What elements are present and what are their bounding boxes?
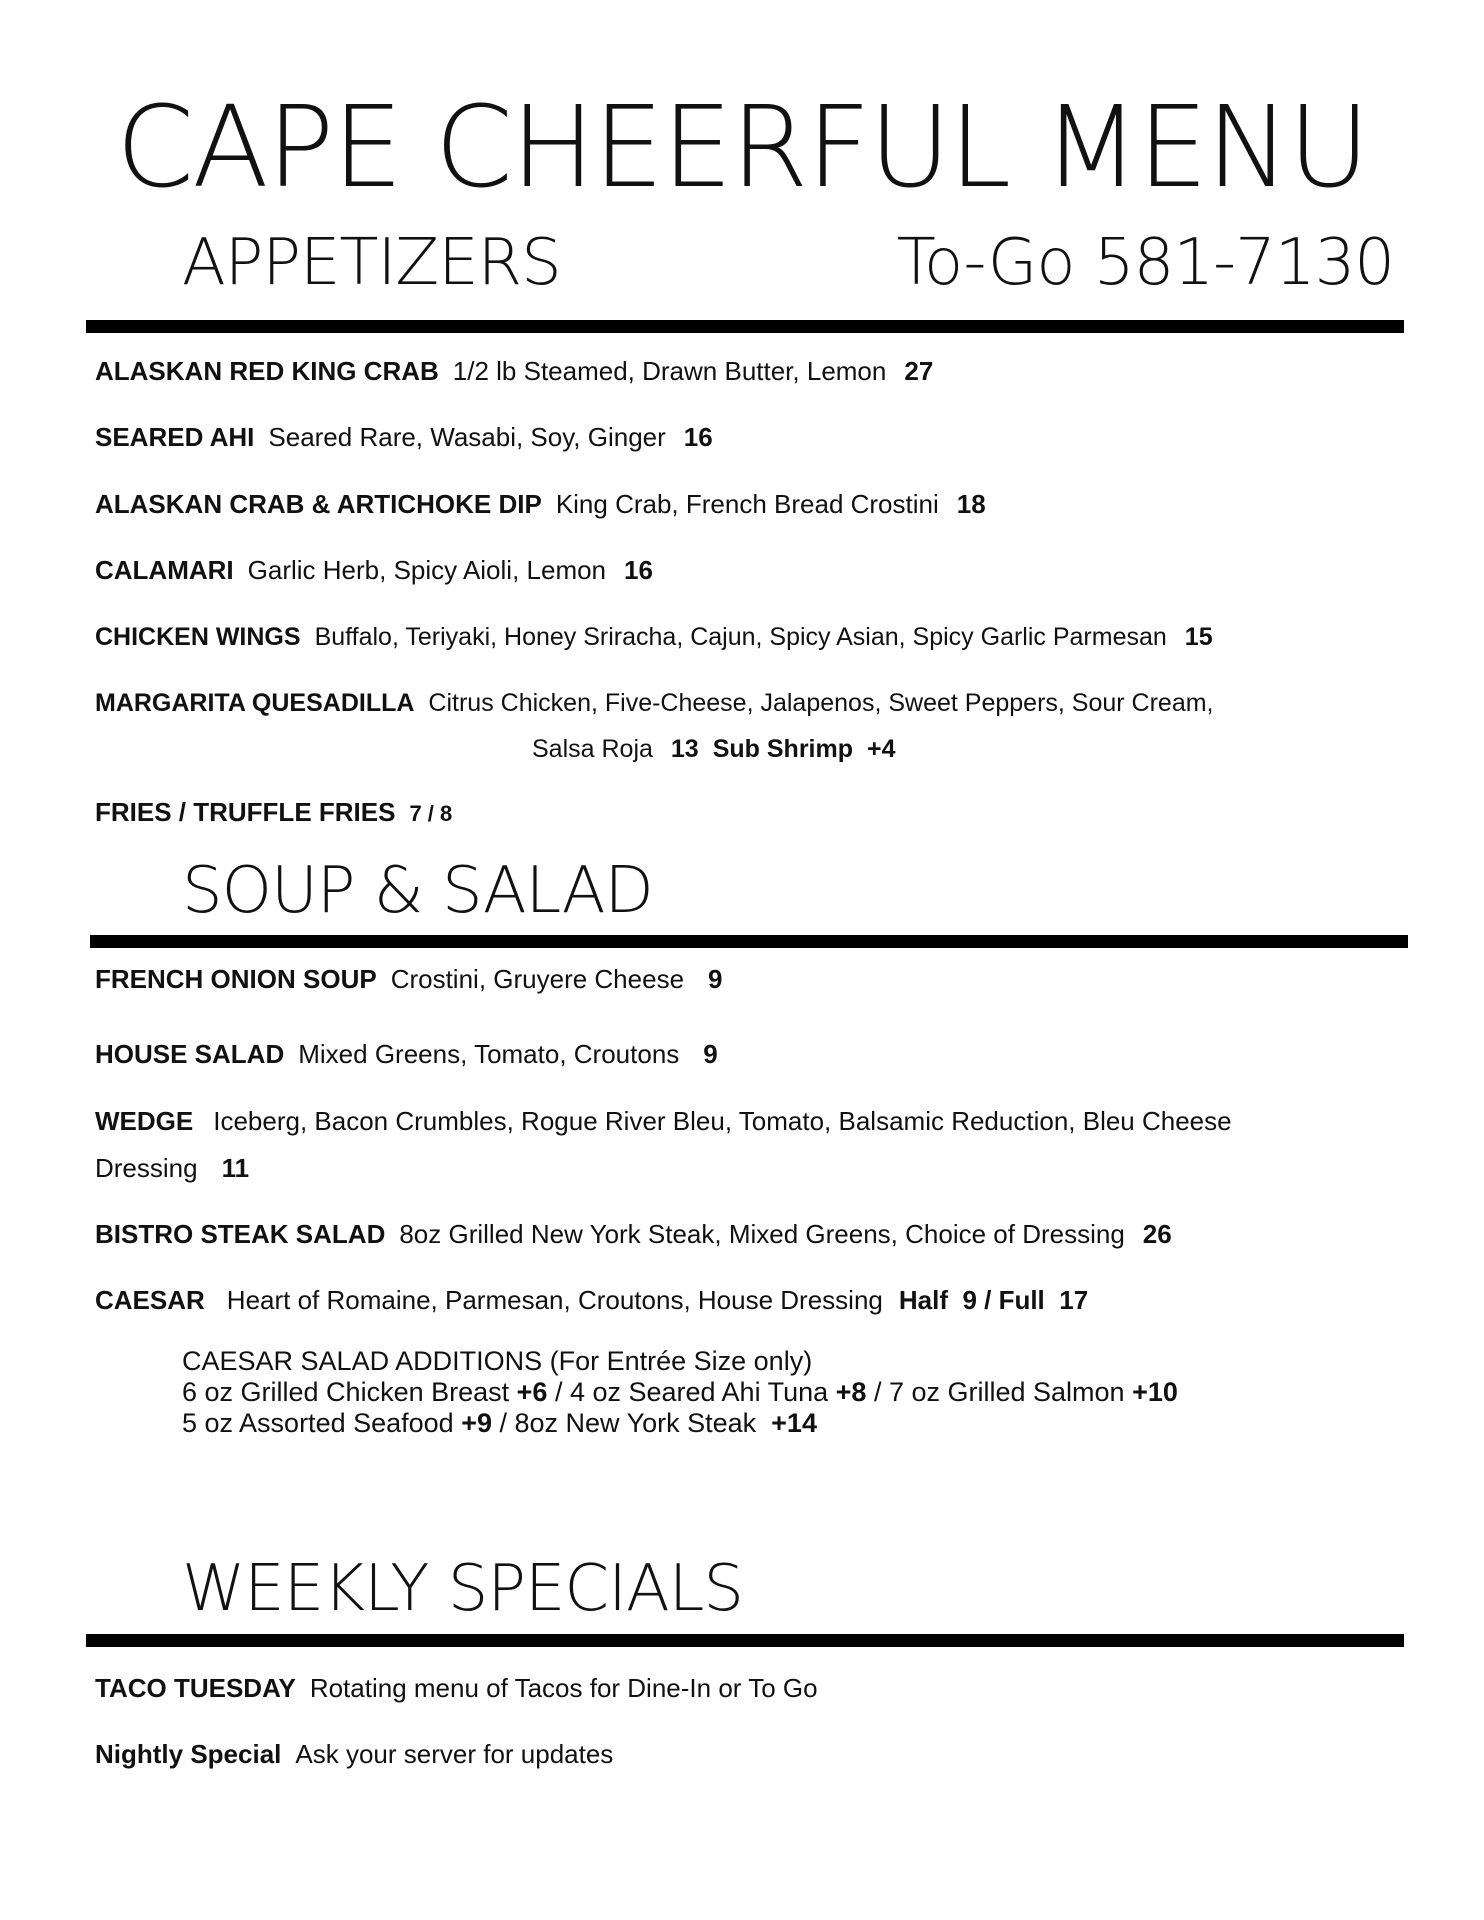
menu-item — [95, 956, 723, 1002]
to-go-phone: To-Go 581-7130 — [896, 226, 1394, 300]
addition-text: / 7 oz Grilled Salmon — [866, 1377, 1133, 1407]
item-name: CAESAR — [95, 1285, 205, 1315]
caesar-additions-line — [182, 1408, 817, 1439]
item-name: CHICKEN WINGS — [95, 623, 301, 651]
menu-item — [95, 1731, 613, 1777]
addition-text: / 4 oz Seared Ahi Tuna — [547, 1377, 836, 1407]
item-description: Citrus Chicken, Five-Cheese, Jalapenos, Sweet Peppers, Sour Cream, — [428, 689, 1214, 717]
item-price: 11 — [221, 1153, 250, 1183]
menu-item — [95, 1098, 1232, 1144]
item-sub: Sub Shrimp — [712, 735, 854, 763]
item-sub-price: +4 — [867, 735, 896, 763]
addition-text: 5 oz Assorted Seafood — [182, 1408, 462, 1438]
appetizers-divider — [86, 320, 1404, 333]
item-description: Heart of Romaine, Parmesan, Croutons, House Dressing — [226, 1285, 883, 1315]
item-price: 15 — [1184, 623, 1213, 651]
menu-item-continuation — [532, 726, 896, 772]
menu-item — [95, 481, 986, 527]
item-price: 18 — [956, 489, 986, 519]
addition-price: +6 — [516, 1377, 548, 1407]
item-description-cont: Dressing — [95, 1153, 198, 1183]
menu-item — [95, 1211, 1172, 1257]
item-price: 26 — [1142, 1219, 1172, 1249]
item-price: 9 — [708, 964, 723, 994]
item-name: ALASKAN CRAB & ARTICHOKE DIP — [95, 489, 542, 519]
soup-salad-heading: SOUP & SALAD — [182, 854, 653, 928]
item-name: FRIES / TRUFFLE FRIES — [95, 797, 396, 827]
item-price: 27 — [904, 356, 934, 386]
item-price: 7 / 8 — [409, 801, 453, 826]
item-name: MARGARITA QUESADILLA — [95, 689, 415, 717]
menu-item — [95, 1277, 1088, 1323]
caesar-additions-line — [182, 1377, 1178, 1408]
item-description: Crostini, Gruyere Cheese — [390, 964, 685, 994]
item-name: BISTRO STEAK SALAD — [95, 1219, 386, 1249]
item-description: Seared Rare, Wasabi, Soy, Ginger — [268, 422, 666, 452]
item-description: Buffalo, Teriyaki, Honey Sriracha, Cajun, Spicy Asian, Spicy Garlic Parmesan — [314, 623, 1167, 651]
addition-price: +14 — [771, 1408, 817, 1438]
item-description-cont: Salsa Roja — [532, 735, 653, 763]
menu-item — [95, 614, 1213, 660]
item-description: Ask your server for updates — [295, 1739, 614, 1769]
item-name: Nightly Special — [95, 1739, 282, 1769]
menu-item — [95, 1031, 718, 1077]
menu-item — [95, 414, 713, 460]
menu-item-continuation — [95, 1145, 249, 1191]
item-name: CALAMARI — [95, 555, 234, 585]
item-name: WEDGE — [95, 1106, 194, 1136]
item-price: Half 9 / Full 17 — [898, 1285, 1089, 1315]
item-description: Garlic Herb, Spicy Aioli, Lemon — [247, 555, 607, 585]
item-description: 1/2 lb Steamed, Drawn Butter, Lemon — [452, 356, 887, 386]
item-name: FRENCH ONION SOUP — [95, 964, 377, 994]
addition-price: +10 — [1132, 1377, 1178, 1407]
addition-price: +8 — [835, 1377, 867, 1407]
item-price: 13 — [670, 735, 699, 763]
menu-title: CAPE CHEERFUL MENU — [115, 83, 1369, 213]
menu-item — [95, 348, 933, 394]
addition-price: +9 — [461, 1408, 492, 1438]
addition-text: / 8oz New York Steak — [492, 1408, 772, 1438]
addition-text: 6 oz Grilled Chicken Breast — [182, 1377, 517, 1407]
weekly-specials-divider — [86, 1634, 1404, 1647]
item-price: 16 — [683, 422, 713, 452]
caesar-additions-title: CAESAR SALAD ADDITIONS (For Entrée Size only) — [182, 1346, 813, 1376]
item-description: Mixed Greens, Tomato, Croutons — [298, 1039, 680, 1069]
menu-item — [95, 1665, 818, 1711]
item-name: TACO TUESDAY — [95, 1673, 296, 1703]
menu-item — [95, 547, 653, 593]
item-description: Rotating menu of Tacos for Dine-In or To Go — [309, 1673, 818, 1703]
soup-salad-divider — [90, 935, 1408, 948]
weekly-specials-heading: WEEKLY SPECIALS — [182, 1552, 743, 1626]
item-price: 16 — [624, 555, 653, 585]
item-price: 9 — [703, 1039, 718, 1069]
item-description: 8oz Grilled New York Steak, Mixed Greens, Choice of Dressing — [399, 1219, 1125, 1249]
appetizers-heading: APPETIZERS — [182, 226, 561, 300]
menu-item — [95, 789, 452, 837]
item-name: SEARED AHI — [95, 422, 255, 452]
menu-item — [95, 680, 1214, 726]
item-name: ALASKAN RED KING CRAB — [95, 356, 439, 386]
item-name: HOUSE SALAD — [95, 1039, 285, 1069]
item-description: Iceberg, Bacon Crumbles, Rogue River Bleu, Tomato, Balsamic Reduction, Bleu Cheese — [213, 1106, 1232, 1136]
item-description: King Crab, French Bread Crostini — [555, 489, 939, 519]
